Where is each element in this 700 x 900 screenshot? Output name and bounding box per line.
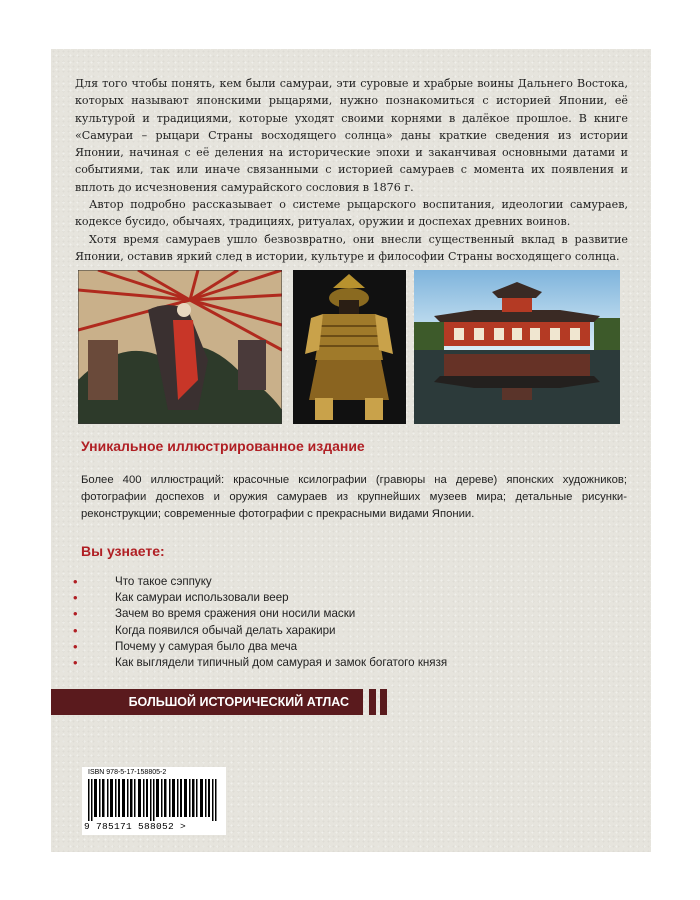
banner-stripe xyxy=(380,689,387,715)
back-cover xyxy=(51,49,651,852)
list-item: • Зачем во время сражения они носили маски xyxy=(73,606,356,622)
isbn-barcode xyxy=(82,767,226,835)
list-item: • Когда появился обычай делать харакири xyxy=(73,622,336,638)
intro-paragraph-3: Хотя время самураев ушло безвозвратно, они внесли существенный вклад в развитие Японии, оставив яркий след в истории, культуре и философии Страны восходящего солнца. xyxy=(75,232,628,263)
samurai-armor-image xyxy=(293,270,406,424)
isbn-label: ISBN 978-5-17-158805-2 xyxy=(88,769,167,776)
bullet-icon: • xyxy=(73,638,78,654)
illustrations-description xyxy=(81,472,627,524)
bullet-icon: • xyxy=(73,574,78,589)
you-will-learn-title: Вы узнаете: xyxy=(81,543,165,559)
list-item: • Как выглядели типичный дом самурая и замок богатого князя xyxy=(73,655,448,671)
intro-paragraph-1: Для того чтобы понять, кем были самураи, эти суровые и храбрые воины Дальнего Востока, которых называют японскими рыцарями, нужно познакомиться с историей Японии, её культурой и традициями, которые уходят своими корнями в далёкое прошлое. В книге «Самураи – рыцари Страны восходящего солнца» даны краткие сведения из истории Японии, начиная с её деления на исторические эпохи и заканчивая основными датами и событиями, так или иначе связанными с историей самураев с момента их появления и вплоть до исчезновения самурайского сословия в 1876 г. xyxy=(75,77,628,194)
illustrations-text: Более 400 иллюстраций: красочные ксилографии (гравюры на дереве) японских художников; фотографии доспехов и оружия самураев из крупнейших музеев мира; детальные рисунки-реконструкции; современные фотографии с прекрасными видами Японии. xyxy=(81,474,627,521)
intro-text xyxy=(75,75,628,265)
list-item: • Что такое сэппуку xyxy=(73,574,212,589)
bullet-icon: • xyxy=(73,622,78,638)
bullet-icon: • xyxy=(73,655,78,671)
series-banner: БОЛЬШОЙ ИСТОРИЧЕСКИЙ АТЛАС xyxy=(51,689,363,715)
unique-edition-title: Уникальное иллюстрированное издание xyxy=(81,438,365,454)
bullet-icon: • xyxy=(73,590,78,606)
temple-photo-image xyxy=(414,270,620,424)
barcode-digits: 9 785171 588052 > xyxy=(84,821,187,832)
list-item: • Почему у самурая было два меча xyxy=(73,638,298,654)
bullet-icon: • xyxy=(73,606,78,622)
barcode-icon xyxy=(86,779,222,821)
intro-paragraph-2: Автор подробно рассказывает о системе рыцарского воспитания, идеологии самураев, кодексе бусидо, обычаях, традициях, ритуалах, оружии и доспехах древних воинов. xyxy=(75,198,628,229)
list-item: • Как самураи использовали веер xyxy=(73,590,289,606)
woodblock-print-image xyxy=(78,270,282,424)
banner-stripe xyxy=(369,689,376,715)
facts-list xyxy=(73,574,447,671)
